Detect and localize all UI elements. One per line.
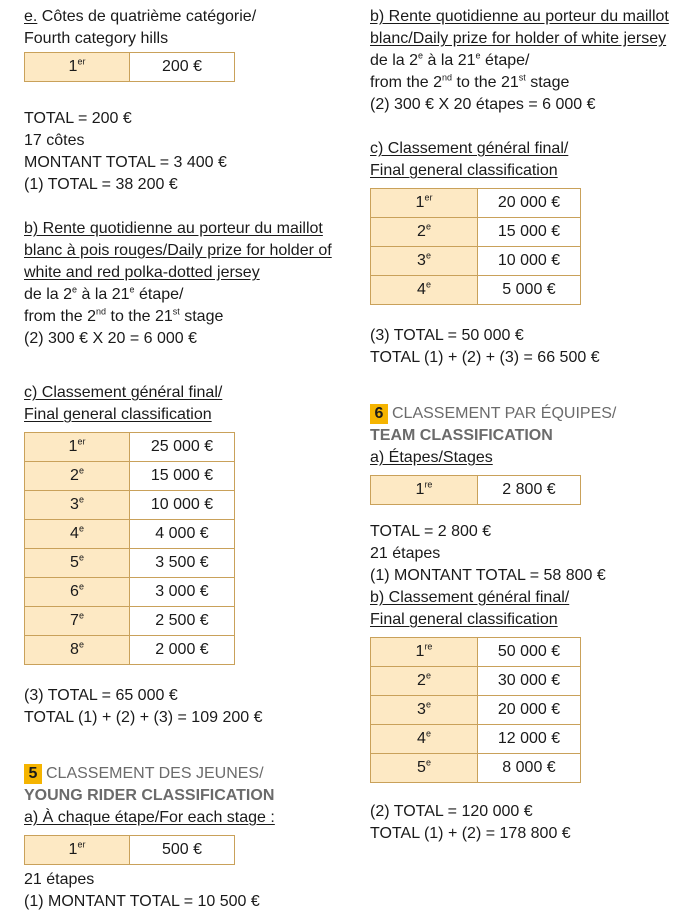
- rank-cell: 5e: [371, 754, 478, 783]
- rank-cell: 3e: [25, 491, 130, 520]
- table-row: [25, 836, 235, 865]
- section-e-total: TOTAL = 200 €: [24, 110, 132, 127]
- section-e-title-fr: e. Côtes de quatrième catégorie/: [24, 8, 257, 25]
- section-5-heading: 5 CLASSEMENT DES JEUNES/: [24, 763, 344, 785]
- amount-cell: 20 000 €: [478, 696, 581, 725]
- table-row: [25, 53, 235, 82]
- section-e-amount: MONTANT TOTAL = 3 400 €: [24, 154, 227, 171]
- table-row: [371, 218, 581, 247]
- team-amount: (1) MONTANT TOTAL = 58 800 €: [370, 567, 606, 584]
- table-row: [25, 491, 235, 520]
- rank-cell: 4e: [25, 520, 130, 549]
- rank-cell: 4e: [371, 276, 478, 305]
- table-row: [25, 433, 235, 462]
- rank-cell: 5e: [25, 549, 130, 578]
- amount-cell: 3 000 €: [130, 578, 235, 607]
- team-stage-table: [370, 475, 581, 505]
- section-6-heading-en: TEAM CLASSIFICATION: [370, 427, 553, 444]
- table-row: [25, 462, 235, 491]
- table-row: [25, 607, 235, 636]
- rank-cell: 3e: [371, 696, 478, 725]
- amount-cell: 200 €: [130, 53, 235, 82]
- youth-final-title-2: Final general classification: [370, 162, 558, 179]
- team-final-title-2: Final general classification: [370, 611, 558, 628]
- young-amount: (1) MONTANT TOTAL = 10 500 €: [24, 893, 260, 910]
- mountain-grand-total: TOTAL (1) + (2) + (3) = 109 200 €: [24, 709, 263, 726]
- amount-cell: 15 000 €: [478, 218, 581, 247]
- amount-cell: 15 000 €: [130, 462, 235, 491]
- amount-cell: 4 000 €: [130, 520, 235, 549]
- polka-title-3: white and red polka-dotted jersey: [24, 264, 260, 281]
- section-5-number: 5: [24, 764, 42, 784]
- young-stage-title: a) À chaque étape/For each stage :: [24, 809, 275, 826]
- table-row: [371, 667, 581, 696]
- polka-title-2: blanc à pois rouges/Daily prize for holder of: [24, 242, 332, 259]
- mountain-final-title-1: c) Classement général final/: [24, 384, 223, 401]
- white-total: (2) 300 € X 20 étapes = 6 000 €: [370, 96, 596, 113]
- table-row: [371, 638, 581, 667]
- table-row: [371, 476, 581, 505]
- rank-cell: 1er: [25, 433, 130, 462]
- amount-cell: 12 000 €: [478, 725, 581, 754]
- table-row: [371, 754, 581, 783]
- rank-cell: 6e: [25, 578, 130, 607]
- table-row: [25, 549, 235, 578]
- youth-final-title-1: c) Classement général final/: [370, 140, 569, 157]
- amount-cell: 3 500 €: [130, 549, 235, 578]
- polka-total: (2) 300 € X 20 = 6 000 €: [24, 330, 198, 347]
- amount-cell: 2 500 €: [130, 607, 235, 636]
- amount-cell: 30 000 €: [478, 667, 581, 696]
- mountain-final-table: [24, 432, 235, 665]
- team-final-total: (2) TOTAL = 120 000 €: [370, 803, 533, 820]
- team-total: TOTAL = 2 800 €: [370, 523, 492, 540]
- rank-cell: 2e: [371, 218, 478, 247]
- left-column: [24, 6, 344, 913]
- rank-cell: 3e: [371, 247, 478, 276]
- table-row: [371, 247, 581, 276]
- youth-grand-total: TOTAL (1) + (2) + (3) = 66 500 €: [370, 349, 600, 366]
- amount-cell: 10 000 €: [130, 491, 235, 520]
- team-stage-title: a) Étapes/Stages: [370, 449, 493, 466]
- amount-cell: 8 000 €: [478, 754, 581, 783]
- mountain-final-total: (3) TOTAL = 65 000 €: [24, 687, 178, 704]
- team-final-title-1: b) Classement général final/: [370, 589, 570, 606]
- amount-cell: 500 €: [130, 836, 235, 865]
- amount-cell: 20 000 €: [478, 189, 581, 218]
- section-5-heading-en: YOUNG RIDER CLASSIFICATION: [24, 787, 275, 804]
- amount-cell: 25 000 €: [130, 433, 235, 462]
- rank-cell: 7e: [25, 607, 130, 636]
- section-e-final: (1) TOTAL = 38 200 €: [24, 176, 178, 193]
- amount-cell: 50 000 €: [478, 638, 581, 667]
- white-title-2: blanc/Daily prize for holder of white jersey: [370, 30, 667, 47]
- table-row: [25, 636, 235, 665]
- team-grand-total: TOTAL (1) + (2) = 178 800 €: [370, 825, 571, 842]
- rank-cell: 1re: [371, 638, 478, 667]
- white-stage-en: from the 2nd to the 21st stage: [370, 72, 570, 91]
- youth-final-table: [370, 188, 581, 305]
- young-stage-table: [24, 835, 235, 865]
- rank-cell: 1er: [25, 836, 130, 865]
- team-final-table: [370, 637, 581, 783]
- table-row: [371, 276, 581, 305]
- mountain-final-title-2: Final general classification: [24, 406, 212, 423]
- polka-stage-fr: de la 2e à la 21e étape/: [24, 284, 184, 303]
- rank-cell: 4e: [371, 725, 478, 754]
- table-row: [371, 696, 581, 725]
- white-stage-fr: de la 2e à la 21e étape/: [370, 50, 530, 69]
- polka-stage-en: from the 2nd to the 21st stage: [24, 306, 224, 325]
- rank-cell: 8e: [25, 636, 130, 665]
- rank-cell: 2e: [371, 667, 478, 696]
- amount-cell: 2 000 €: [130, 636, 235, 665]
- team-count: 21 étapes: [370, 545, 441, 562]
- section-6-number: 6: [370, 404, 388, 424]
- youth-final-total: (3) TOTAL = 50 000 €: [370, 327, 524, 344]
- table-row: [25, 520, 235, 549]
- polka-title-1: b) Rente quotidienne au porteur du maillot: [24, 220, 323, 237]
- young-count: 21 étapes: [24, 871, 95, 888]
- table-row: [371, 725, 581, 754]
- section-6-heading: 6 CLASSEMENT PAR ÉQUIPES/: [370, 403, 670, 425]
- rank-cell: 1er: [371, 189, 478, 218]
- amount-cell: 2 800 €: [478, 476, 581, 505]
- white-title-1: b) Rente quotidienne au porteur du maillot: [370, 8, 669, 25]
- rank-cell: 1re: [371, 476, 478, 505]
- table-row: [371, 189, 581, 218]
- table-row: [25, 578, 235, 607]
- section-e-count: 17 côtes: [24, 132, 85, 149]
- right-column: [370, 6, 670, 845]
- amount-cell: 5 000 €: [478, 276, 581, 305]
- rank-cell: 1er: [25, 53, 130, 82]
- amount-cell: 10 000 €: [478, 247, 581, 276]
- section-e-title-en: Fourth category hills: [24, 30, 169, 47]
- section-e-table: [24, 52, 235, 82]
- rank-cell: 2e: [25, 462, 130, 491]
